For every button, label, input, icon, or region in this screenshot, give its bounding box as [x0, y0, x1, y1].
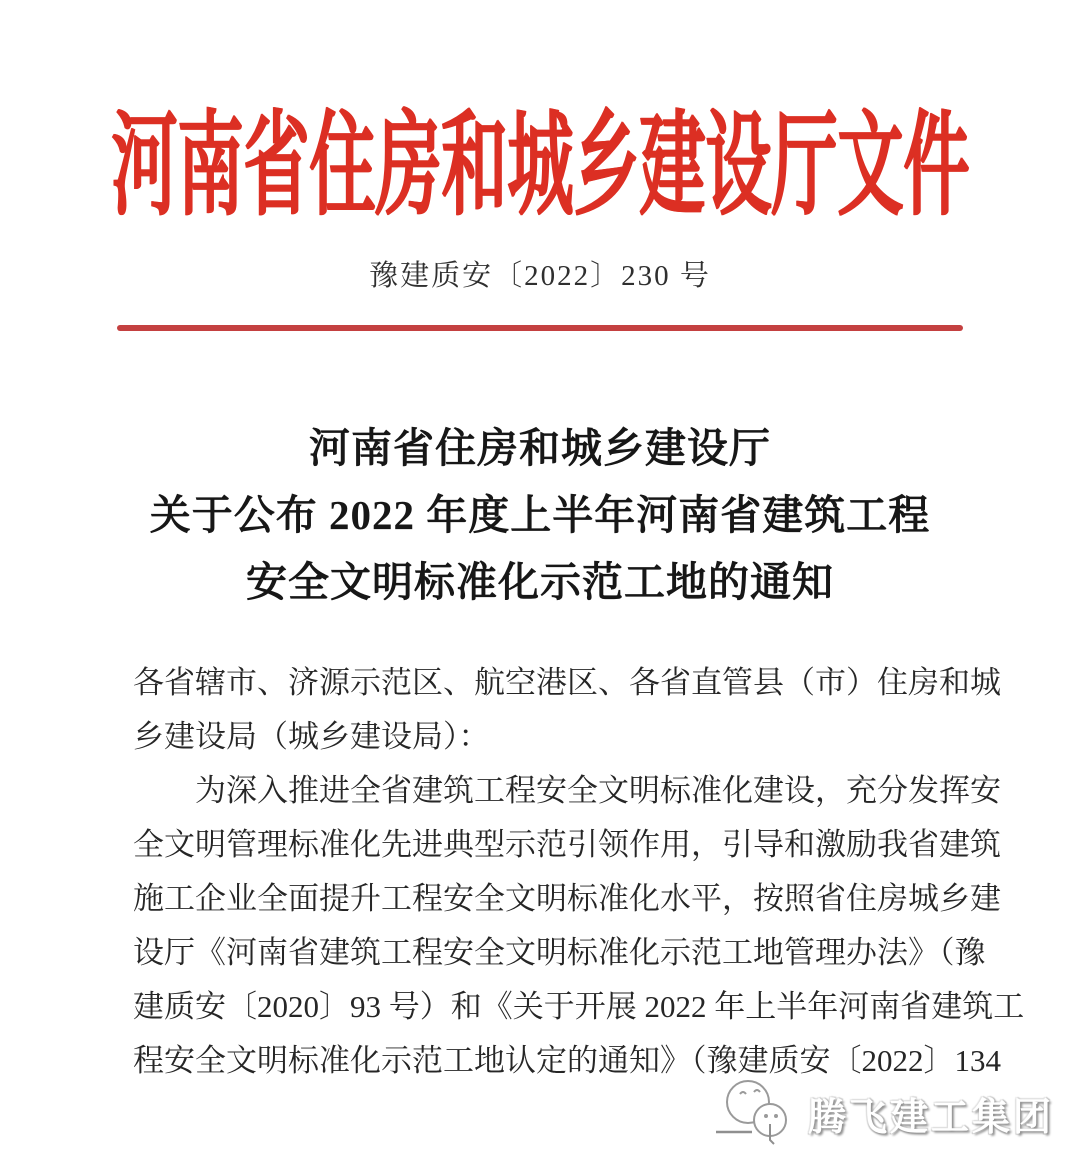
publisher-watermark	[714, 1076, 1054, 1150]
body-line: 为深入推进全省建筑工程安全文明标准化建设，充分发挥安	[195, 773, 1001, 808]
title-line-1: 河南省住房和城乡建设厅	[309, 425, 771, 471]
red-divider-rule	[117, 325, 963, 331]
letterhead	[0, 85, 1080, 230]
body-line: 设厅《河南省建筑工程安全文明标准化示范工地管理办法》（豫	[133, 935, 986, 970]
body-line: 施工企业全面提升工程安全文明标准化水平，按照省住房城乡建	[133, 881, 1001, 916]
salutation-line: 乡建设局（城乡建设局）：	[133, 719, 490, 754]
bird-logo-icon	[714, 1076, 798, 1150]
watermark-text: 腾飞建工集团	[807, 1096, 1054, 1139]
body-line: 程安全文明标准化示范工地认定的通知》（豫建质安〔2022〕134	[133, 1043, 1001, 1078]
document-title	[0, 415, 1080, 616]
body-line: 全文明管理标准化先进典型示范引领作用，引导和激励我省建筑	[133, 827, 1001, 862]
title-line-2: 关于公布 2022 年度上半年河南省建筑工程	[149, 492, 931, 538]
letterhead-title: 河南省住房和城乡建设厅文件	[111, 104, 969, 230]
title-line-3: 安全文明标准化示范工地的通知	[246, 559, 834, 605]
body-line: 建质安〔2020〕93 号）和《关于开展 2022 年上半年河南省建筑工	[133, 989, 1025, 1024]
document-number: 豫建质安〔2022〕230 号	[369, 260, 711, 292]
salutation-line: 各省辖市、济源示范区、航空港区、各省直管县（市）住房和城	[133, 665, 1001, 700]
document-body	[133, 656, 1025, 1088]
